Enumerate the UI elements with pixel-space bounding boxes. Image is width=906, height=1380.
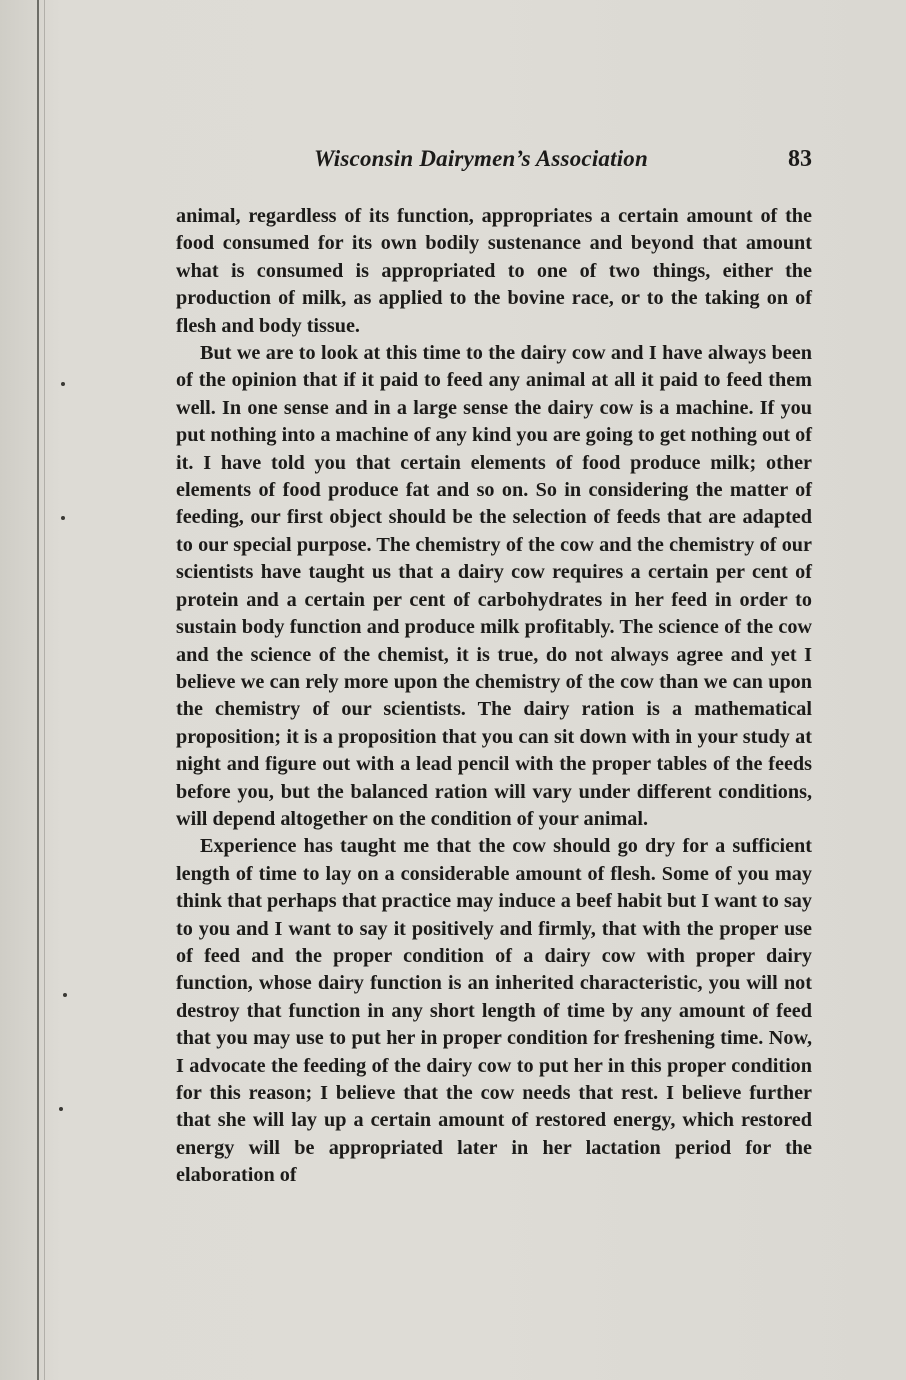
binding-edge-shadow	[44, 0, 45, 1380]
margin-speck	[59, 1107, 63, 1111]
header-title: Wisconsin Dairymen’s Association	[314, 146, 648, 171]
margin-speck	[61, 382, 65, 386]
margin-speck	[63, 993, 67, 997]
paragraph: But we are to look at this time to the dairy cow and I have always been of the opinion that if it paid to feed any animal at all it paid to feed them well. In one sense and in a large sense the dairy cow is a machine. If you put nothing into a machine of any kind you are going to get nothing out of it. I have told you that certain elements of food produce milk; other elements of food produce fat and so on. So in considering the matter of feeding, our first object should be the selection of feeds that are adapted to our special purpose. The chemistry of the cow and the chemistry of our scientists have taught us that a dairy cow requires a certain per cent of protein and a certain per cent of carbohydrates in her feed in order to sustain body function and produce milk profitably. The science of the cow and the science of the chemist, it is true, do not always agree and yet I believe we can rely more upon the chemistry of the cow than we can upon the chemistry of our scientists. The dairy ration is a mathematical proposition; it is a proposition that you can sit down with in your study at night and figure out with a lead pencil with the proper tables of the feeds before you, but the balanced ration will vary under different conditions, will depend altogether on the condition of your animal.	[176, 342, 812, 830]
body-text	[176, 203, 812, 1190]
paragraph: Experience has taught me that the cow should go dry for a sufficient length of time to lay on a considerable amount of flesh. Some of you may think that perhaps that practice may induce a beef habit but I want to say to you and I want to say it positively and firmly, that with the proper use of feed and the proper condition of a dairy cow with proper dairy function, whose dairy function is an inherited characteristic, you will not destroy that function in any short length of time by any amount of feed that you may use to put her in proper condition for freshening time. Now, I advocate the feeding of the dairy cow to put her in this proper condition for this reason; I believe that the cow needs that rest. I believe further that she will lay up a certain amount of restored energy, which restored energy will be appropriated later in her lactation period for the elaboration of	[176, 835, 812, 1187]
running-header	[176, 146, 812, 180]
binding-edge	[37, 0, 39, 1380]
paragraph: animal, regardless of its function, appropriates a certain amount of the food consumed for its own bodily sustenance and beyond that amount what is consumed is appropriated to one of two things, either the production of milk, as applied to the bovine race, or to the taking on of flesh and body tissue.	[176, 205, 812, 337]
page-number: 83	[788, 146, 812, 172]
margin-speck	[61, 516, 65, 520]
